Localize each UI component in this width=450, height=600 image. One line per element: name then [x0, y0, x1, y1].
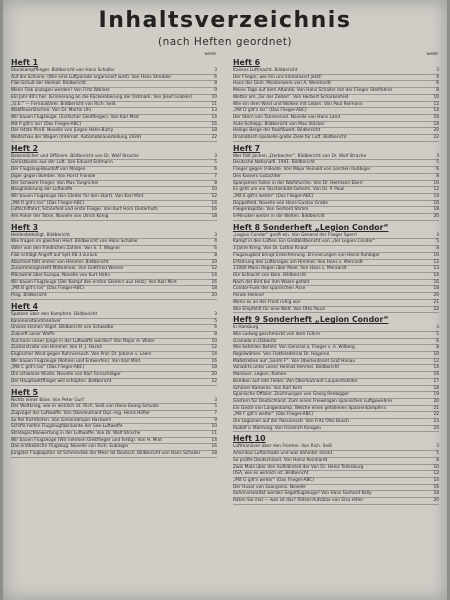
toc-entry-page: 12: [211, 193, 217, 199]
toc-entry-page: 5: [214, 160, 217, 166]
toc-entry-title: Prag. Bildbericht: [11, 293, 47, 299]
toc-entry-page: 8: [214, 81, 217, 87]
toc-entry-title: Bolzenlöcher und Offiziere. Bildbericht von Dr. Wolf Strache: [11, 153, 139, 159]
toc-entry: [233, 392, 439, 399]
toc-entry-title: Zusammengestellt Mittelmeer. Von Gottfried Werner: [11, 266, 124, 272]
toc-entry-title: Wer fällt Jochen „Derbacher“. Bildbericht von Dr. Wolf Strache: [233, 153, 367, 159]
seite-label: Seite: [204, 52, 216, 57]
toc-entry-page: 3: [214, 68, 217, 73]
toc-entry-title: Abschied fällt immer von Himmel. Bildbericht: [11, 259, 109, 265]
toc-entry: [11, 135, 217, 142]
toc-entry-page: 3: [214, 397, 217, 403]
toc-entry-title: Gestern für Deutschland. Zum einen Freiwilligen spanischen Luftgewehrer: [233, 398, 393, 404]
toc-entry-page: 20: [433, 398, 439, 404]
toc-entry-title: „Legion Condor“ greift ein. Von General der Flieger Sperrl: [233, 232, 357, 238]
toc-entry-title: Heilige Berge der Pazifikwelt. Bildbericht: [233, 128, 321, 134]
toc-entry: [11, 266, 217, 273]
toc-entry-title: Fliegerkapitän. Von Gerhard Stimm: [233, 207, 309, 213]
toc-entry-title: Märzwind über Europa. Novelle von Kurt Hahn: [11, 272, 111, 278]
toc-entry-page: 6: [214, 325, 217, 331]
toc-entry-page: 18: [211, 128, 217, 134]
toc-entry-title: Wie tragen im gleichen Heid. Bildbericht von Hans Schaller: [11, 239, 138, 245]
toc-entry: [233, 325, 439, 332]
toc-entry-page: 12: [211, 266, 217, 272]
toc-entry-title: Bomben auf rote Felder. Von Oberleutnant Lauperstahlder: [233, 378, 358, 384]
toc-entry-page: 6: [436, 338, 439, 344]
toc-entry-page: 11: [211, 101, 217, 107]
toc-entry-page: 22: [433, 135, 439, 141]
toc-entry-title: Zugvögel der Luftwaffe. Von Oberleutnant Dipl.-Ing. Heinz Höfler: [11, 410, 151, 416]
page-title: Inhaltsverzeichnis: [98, 8, 352, 33]
toc-entry: [233, 95, 439, 102]
toc-entry-title: Spanjamen fallen in der Wolfsfurche. Von Dr. Hermann Eberl: [233, 180, 363, 186]
toc-entry-title: Wir bauen Flugzeuge (Wir nehmen Gleitflieger und fertig). Von H. Mint: [11, 437, 163, 443]
toc-entry-title: 3 Jahre Krieg. Von Dr. Lothar Knauf: [233, 246, 308, 252]
toc-entry-page: 6: [436, 81, 439, 87]
toc-entry-page: 20: [433, 293, 439, 299]
toc-entry-title: Aus kann unser Junge in der Luftwaffe werden? Von Major H. Wider: [11, 338, 155, 344]
toc-entry: [11, 431, 217, 438]
toc-entry: [233, 332, 439, 339]
toc-entry: [11, 293, 217, 300]
issue-heading: Heft 8 Sonderheft „Legion Condor“: [233, 222, 389, 232]
toc-entry: [233, 253, 439, 260]
toc-entry-title: Wenn es an der Front ruhig war: [233, 299, 301, 305]
toc-entry-title: Wie Ludwig geschmückt von dem Führer: [233, 331, 321, 337]
toc-entry-page: 14: [433, 193, 439, 199]
toc-entry-title: „Mit R gilt's los“ (Das Flieger-ABC): [11, 200, 85, 206]
toc-entry: [233, 68, 439, 75]
toc-entry-page: 14: [211, 437, 217, 443]
toc-entry-title: Amerikas Luftarmada und was dahinter steckt: [233, 451, 333, 457]
toc-entry-title: So fiel Richthofen. Von Generalmajor Hackwell: [11, 417, 111, 423]
toc-entry: [11, 372, 217, 379]
toc-entry-page: 7: [214, 410, 217, 416]
toc-entry-title: Jäger gegen Bomber. Von Horst Frankle: [11, 173, 96, 179]
toc-entry: [233, 307, 439, 314]
toc-entry: [233, 352, 439, 359]
toc-entry: [233, 426, 439, 433]
toc-entry-title: Der Flugzeug-Baustoff von Morgen: [11, 167, 86, 173]
toc-entry-title: „G.E.“ — Fernauklärer. Bildbericht von Rich. Seiß: [11, 101, 116, 107]
toc-entry-title: Deutsche Nationalfl. 1941. Bildbericht: [233, 160, 315, 166]
toc-entry-page: 5: [214, 404, 217, 410]
toc-entry-title: Wie befohlen Befohl. Von General a. Flieger v. A. Wilberg: [233, 345, 355, 351]
toc-entry-page: 6: [214, 74, 217, 80]
issue-heading: Heft 6: [233, 58, 261, 67]
toc-entry-title: So prüfte Deutschland. Von Heinz Reinhardt: [233, 457, 328, 463]
toc-entry-title: Das erstbebliche Flugzeug. Novelle von Rich. Eubinger: [11, 444, 129, 450]
toc-entry-title: Dramatisch spezielle große Ziele für Luft. Bildbericht: [233, 135, 347, 141]
toc-entry: [233, 471, 439, 478]
toc-entry-title: Der Stern von Tannenried. Novelle von Hans Land: [233, 114, 340, 120]
toc-entry-page: 14: [433, 272, 439, 278]
toc-entry-page: 12: [433, 259, 439, 265]
toc-entry-page: 18: [433, 207, 439, 213]
toc-entry: [233, 88, 439, 95]
toc-entry: [11, 411, 217, 418]
toc-entry: [233, 135, 439, 142]
toc-entry-page: 14: [211, 200, 217, 206]
left-column: [11, 52, 217, 598]
toc-entry: [11, 108, 217, 115]
toc-entry: [233, 273, 439, 280]
toc-entry-title: Neugliederung der Luftwaffe: [11, 187, 73, 193]
toc-entry-title: Regelwählen. Von Flotteladmiral Dr. Hageron: [233, 352, 330, 358]
toc-entry-title: Der Hauptwettflieger will schöpfen. Bildbericht: [11, 378, 112, 384]
toc-entry-page: 6: [436, 167, 439, 173]
toc-entry: [233, 293, 439, 300]
toc-entry-title: Schiffe helfen Flugzeugfabrikante der See-Luftwaffe: [11, 424, 123, 430]
toc-entry: [11, 115, 217, 122]
toc-entry-title: Zuckerstraße von Himmel. Von H. J. Hackh: [11, 345, 103, 351]
toc-entry-title: Wir bauen Flugzeuge (Der Kampf des ersten Gleiters aus Holz). Von Karl Mint: [11, 279, 177, 285]
toc-entry-page: 19: [433, 392, 439, 398]
toc-entry-page: 12: [211, 345, 217, 351]
toc-entry-page: 16: [433, 200, 439, 206]
toc-entry-title: Weltschau der Wagen (Internat. Automobilausstellung 1939): [11, 135, 142, 141]
toc-entry-title: Des Kaisers Gutachter: [233, 173, 281, 179]
toc-entry-title: Wir bauen Flugzeuge (Ein Gleiter für den Start). Von Karl Mint: [11, 193, 144, 199]
issue-heading: Heft 5: [11, 387, 39, 397]
toc-entry-title: Flak-Schuß der Heimat. Bildbericht: [11, 81, 86, 87]
toc-entry-title: „Mit C gilt's los“ (Das Flieger-ABC): [11, 365, 85, 371]
toc-entry: [11, 404, 217, 411]
toc-entry: [11, 95, 217, 102]
toc-entry-title: USA, wie es wirklich ist. Bildbericht: [233, 471, 309, 477]
toc-entry-title: Wir bauen Flugzeuge (Rohren und Entwerfen). Von Karl Mint: [11, 358, 141, 364]
toc-entry-page: 17: [433, 378, 439, 384]
toc-entry-title: Heldenbeteiligt. Bildbericht: [11, 232, 70, 238]
toc-entry: [233, 115, 439, 122]
toc-entry: [233, 187, 439, 194]
toc-entry-title: Vater von den friedlichen Zahlen. Von S. T. Wagner: [11, 246, 121, 252]
toc-entry-page: 16: [211, 444, 217, 450]
toc-entry-title: Wir bauen Flugzeuge. (Einfacher Gleitflieger). Von Karl Mint: [11, 114, 139, 120]
issue-heading: Heft 1: [11, 58, 39, 67]
toc-entry-page: 10: [433, 464, 439, 470]
toc-entry-page: 10: [433, 252, 439, 258]
toc-entry: [11, 174, 217, 181]
toc-entry-page: 8: [214, 331, 217, 337]
toc-entry-title: Kanonenstandmanöver: [11, 318, 61, 324]
toc-entry-title: „Mit B gilt's los“ (Das Flieger-ABC): [11, 286, 85, 292]
toc-entry-page: 10: [211, 338, 217, 344]
toc-entry-title: Flugzeugbild bringt Erleichterung. Erinnerungen von Heinz Ruhbiger: [233, 252, 380, 258]
toc-entry-title: Raten Sie mal — was ist das? Rätsel-Aufsätze von Elsa Hitler: [233, 498, 364, 504]
toc-entry: [11, 332, 217, 339]
toc-entry: [11, 194, 217, 201]
toc-entry-title: S-Minuten weiter in die Welten. Bildbericht: [233, 214, 325, 220]
toc-entry-page: 16: [433, 372, 439, 378]
toc-entry-title: Ein Geste von Langenkamp. Welche eines gefallenen Spanienkämpfers: [233, 405, 386, 411]
toc-entry-page: 5: [214, 318, 217, 324]
toc-entry-title: Sturzkampfflieger. Bildbericht von Hans Schaller: [11, 68, 115, 73]
toc-entry-title: Der Weltkrieg, wie er wirklich ist. Rich. Seiß von Hans-Georg Schulze: [11, 404, 159, 410]
toc-entry: [11, 325, 217, 332]
toc-entry-page: 12: [433, 471, 439, 477]
toc-entry-page: 5: [436, 239, 439, 245]
toc-entry-title: Der Flieger, wie ihn uns klimatisiert jetzt!: [233, 74, 322, 80]
toc-entry: [233, 399, 439, 406]
toc-entry-title: Der Husar von Saargrenz. Novelle: [233, 484, 306, 490]
toc-entry-page: 16: [433, 279, 439, 285]
toc-entry-title: 11000 Mann Regen über Meer. Von Hans v. Meraardt: [233, 266, 347, 272]
toc-entry-page: 10: [211, 94, 217, 100]
toc-entry-title: Gerüstboote aus der Luft. Von Eduard Erdmann: [11, 160, 113, 166]
toc-entry-page: 18: [211, 451, 217, 457]
toc-entry-page: 14: [211, 114, 217, 120]
toc-entry: [11, 273, 217, 280]
toc-entry-page: 10: [433, 352, 439, 358]
toc-entry: [11, 214, 217, 221]
toc-entry: [233, 478, 439, 485]
toc-entry-page: 16: [433, 114, 439, 120]
toc-entry: [233, 108, 439, 115]
toc-entry-title: Strategischbewertung in der Luftwaffe. Von Dr. Wolf Strache: [11, 431, 141, 437]
toc-entry: [11, 352, 217, 359]
toc-entry-title: „Mit F gilt's weiter“ (Das Flieger-ABC): [233, 412, 314, 418]
toc-entry-page: 3: [436, 232, 439, 238]
toc-entry-title: Rudolf v. Marmorg. Von Friedrich Kiesgen: [233, 425, 322, 431]
toc-entry-title: Der letzte Pireß. Novelle von Jürgen Hahn-Butry: [11, 128, 114, 134]
toc-entry-page: 18: [433, 121, 439, 127]
toc-entry-page: 12: [433, 358, 439, 364]
toc-entry-page: 9: [214, 417, 217, 423]
toc-entry-page: 18: [211, 214, 217, 220]
toc-entry-title: Luftmanöver über den Fronten. Von Rich. Seiß: [233, 444, 332, 450]
toc-entry: [11, 379, 217, 386]
toc-entry: [233, 379, 439, 386]
toc-entry: [11, 451, 217, 458]
toc-entry-page: 6: [214, 246, 217, 252]
toc-entry: [233, 246, 439, 253]
toc-entry-page: 16: [211, 279, 217, 285]
toc-entry-page: 4: [214, 239, 217, 245]
toc-entry-page: 3: [436, 444, 439, 450]
toc-entry-page: 5: [436, 160, 439, 166]
toc-entry: [11, 345, 217, 352]
page-subtitle: (nach Heften geordnet): [157, 36, 293, 48]
toc-entry-page: 14: [433, 477, 439, 483]
toc-entry-page: 8: [436, 345, 439, 351]
toc-entry-title: Zukunft unser Waffe: [11, 331, 55, 337]
toc-entry: [233, 451, 439, 458]
toc-entry-page: 3: [436, 325, 439, 331]
toc-entry: [233, 498, 439, 505]
toc-entry-title: Ruhmverwaltet werden Segelflugzeuge? Von Hans Gerhard Kelly: [233, 491, 372, 497]
toc-entry-page: 10: [211, 259, 217, 265]
toc-entry-page: 18: [433, 491, 439, 497]
toc-entry-title: Spanische Offizier. Zeichnungen von Georg Renbigger: [233, 392, 350, 398]
issue-heading: Heft 9 Sonderheft „Legion Condor“: [233, 315, 389, 325]
toc-entry-page: 12: [433, 187, 439, 193]
toc-entry-page: 20: [211, 372, 217, 378]
toc-entry-title: Manöver, Legion, Kamen: [233, 372, 287, 378]
issue-heading: Heft 3: [11, 222, 39, 232]
toc-entry-title: Flieger gegen U-Boote. Von Major Reinold von Lerchen Ruhbiger: [233, 167, 371, 173]
toc-entry-title: In Hamburg: [233, 325, 259, 331]
toc-entry-page: 9: [214, 88, 217, 94]
toc-entry: [11, 68, 217, 75]
toc-entry-title: Schöner Kameras. Von Karl Kern: [233, 385, 303, 391]
toc-entry-page: 14: [211, 272, 217, 278]
toc-entry-title: Jüngster Flugkapitän ist Schmiediek der Meer de Deutsch. Bildbericht von Hans Schaller: [11, 451, 201, 457]
toc-entry-page: 14: [433, 365, 439, 371]
toc-entry-title: Unsere kleinen Vögel. Bildbericht von Schwalbe: [11, 325, 114, 331]
toc-entry-page: 14: [211, 352, 217, 358]
toc-entry-page: 8: [436, 173, 439, 179]
toc-entry-page: 16: [211, 207, 217, 213]
toc-entry-page: 16: [211, 121, 217, 127]
right-column: [233, 52, 439, 598]
toc-entry: [233, 214, 439, 221]
toc-entry: [233, 266, 439, 273]
toc-entry-title: Wie Empfehlt für eine Welt. Von Otto Paust: [233, 306, 326, 312]
toc-entry-title: Auf die Schiene. (Wie eine Luftparade organisiert wird). Von Hans Streibler: [11, 74, 172, 80]
toc-entry-page: 10: [211, 424, 217, 430]
toc-entry-title: Wetter am „Tor der Zeiten“. Von Herbert Scharkenfeld: [233, 94, 349, 100]
toc-entry: [233, 174, 439, 181]
toc-entry-page: 8: [436, 88, 439, 94]
toc-entry: [11, 88, 217, 95]
toc-entry: [233, 458, 439, 465]
toc-entry-title: „Mit E gilt's weiter“ (Das Flieger-ABC): [233, 193, 314, 199]
toc-entry-page: 20: [433, 498, 439, 504]
toc-entry-page: 3: [214, 311, 217, 317]
toc-entry-page: 12: [433, 101, 439, 107]
toc-entry-title: Parole Helene!: [233, 293, 265, 299]
toc-entry-title: Die Schlacht von Ebro. Bildbericht: [233, 272, 307, 278]
toc-entry-title: Zwei Male über den Aufklärsteil der Von Dr. Heinz Teilenburg: [233, 464, 364, 470]
toc-entry-title: Spatzen über den Kampfern. Bildbericht: [11, 311, 98, 317]
toc-entry-title: Granada in Döberitz: [233, 338, 277, 344]
toc-entry-page: 21: [433, 299, 439, 305]
toc-entry-page: 13: [211, 108, 217, 114]
toc-entry-title: Ein Jahr 40's her. (Erinnerung an die Rückeroberung der Ostmark. Von Josef Grabler): [11, 94, 193, 100]
toc-entry-title: Mit P gilt's los! (Das Flieger-ABC): [11, 121, 82, 127]
toc-entry-page: 20: [211, 293, 217, 299]
toc-entry: [233, 419, 439, 426]
toc-entry-page: 14: [433, 108, 439, 114]
toc-entry: [233, 167, 439, 174]
issue-heading: Heft 10: [233, 434, 266, 444]
toc-entry-title: Es geht um ein Taschenbild-Geheim. Von Dr. P. Pauli: [233, 187, 345, 193]
magazine-page: [3, 0, 447, 600]
toc-entry-page: 22: [433, 412, 439, 418]
toc-entry-page: 20: [433, 128, 439, 134]
toc-entry-page: 20: [433, 214, 439, 220]
toc-entry: [233, 345, 439, 352]
toc-entry-title: Erfahrung des Luftkrieges am Himmel. Von Hans v. Mercardt: [233, 259, 363, 265]
toc-entry-title: Der Schwere Flieger. Von Max Tangrichel: [11, 180, 99, 186]
toc-entry-title: Am Anker der Toten. Novelle von Ulrich König: [11, 214, 109, 220]
toc-entry-page: 3: [436, 68, 439, 73]
toc-entry-page: 8: [214, 180, 217, 186]
toc-entry-page: 10: [433, 180, 439, 186]
toc-entry-title: Condor-Funk der spanischen Asse: [233, 286, 306, 292]
toc-entry: [11, 246, 217, 253]
toc-entry-page: 11: [211, 431, 217, 437]
toc-entry-page: 22: [211, 378, 217, 384]
toc-entry-title: Englischer Wind gegen Rohrversuch. Von Prof. Dr. Johann v. Leers: [11, 352, 152, 358]
toc-entry: [233, 300, 439, 307]
toc-entry: [11, 167, 217, 174]
toc-entry-title: Wie ein dem Wind und Wolken mit Leben. Von Paul Reimann: [233, 101, 363, 107]
toc-entry: [233, 372, 439, 379]
toc-entry-page: 3: [436, 153, 439, 159]
toc-entry: [233, 194, 439, 201]
toc-entry-page: 4: [436, 74, 439, 80]
toc-entry-title: „Mit G gilt's weiter“ (Das Flieger-ABC): [233, 477, 315, 483]
toc-entry-title: Maßstreßen auf „Sairm F“. Von Oberleutnant Graf Hanau: [233, 358, 356, 364]
issue-heading: Heft 7: [233, 143, 261, 153]
toc-entry: [11, 187, 217, 194]
issue-heading: Heft 2: [11, 143, 39, 153]
toc-entry-title: Die schwarze Wüste. Novelle von Karl Tornschläger: [11, 372, 121, 378]
toc-entry-title: Flak schlägt Angriff auf Sylt XB 3 zurück: [11, 252, 98, 258]
toc-entry-title: Wenn Flak anzogen werden? Von Fritz Wallner: [11, 88, 110, 94]
toc-entry: [11, 312, 217, 319]
toc-entry-page: 13: [433, 266, 439, 272]
toc-entry-page: 18: [433, 385, 439, 391]
toc-entry-page: 5: [436, 331, 439, 337]
toc-entry-title: Italiens Luftmacht. Bildbericht: [233, 68, 298, 73]
toc-entry-page: 7: [214, 173, 217, 179]
toc-entry-page: 16: [211, 358, 217, 364]
toc-entry-title: Hans der Glüh. Meisterwerk von A. Weinhardt: [233, 81, 331, 87]
toc-entry-title: Auto-Schlepp. Bildbericht von Max Stöcker: [233, 121, 325, 127]
toc-entry-page: 21: [433, 405, 439, 411]
toc-entry-page: 5: [436, 451, 439, 457]
toc-entry-title: Vorwärts unter unser Heimat Himmel. Bildbericht: [233, 365, 340, 371]
issue-heading: Heft 4: [11, 301, 39, 311]
toc-entry-title: Nach der Bird bei ihm Walen gefallt: [233, 279, 310, 285]
toc-entry-title: Doppelfeld. Novelle von Hans-Gustav Grabe: [233, 200, 328, 206]
toc-entry-page: 8: [436, 246, 439, 252]
toc-entry: [11, 253, 217, 260]
toc-entry-title: „Mit D gilt's los“ (Das Flieger-ABC): [233, 108, 307, 114]
toc-entry-title: Meine Tage auf dem Atlantik. Von Hans Schaller mit der Flieger Stellfahrer: [233, 88, 393, 94]
toc-entry-page: 10: [211, 187, 217, 193]
toc-entry-page: 22: [433, 306, 439, 312]
seite-label: Seite: [426, 52, 438, 57]
toc-entry-page: 23: [433, 419, 439, 425]
toc-entry-page: 6: [214, 167, 217, 173]
toc-entry-page: 8: [436, 457, 439, 463]
toc-entry-page: 3: [214, 232, 217, 238]
toc-entry-title: Kampf in den Lüften. Ein Großbildbericht von „der Legion Condor“: [233, 239, 376, 245]
toc-entry-page: 24: [433, 425, 439, 431]
toc-entry-title: Die Legionen auf der Passionsstr. Von Fritz Otto Busch: [233, 419, 350, 425]
toc-entry-title: Waldfeuerlöschen. Von Dr. Martin Uhl: [11, 108, 91, 114]
toc-entry-page: 18: [211, 286, 217, 292]
toc-entry-page: 8: [214, 252, 217, 258]
toc-entry-page: 10: [433, 94, 439, 100]
toc-entry-title: Luftschiffahrt, Schönfeld und erste Flieger. Von Kurt Horn Dieterhuth: [11, 207, 158, 213]
toc-entry-page: 18: [211, 365, 217, 371]
toc-entry-page: 16: [433, 484, 439, 490]
toc-entry-page: 22: [211, 135, 217, 141]
toc-entry-title: Nichts leiner Böse. Von Peter Gurf: [11, 397, 84, 403]
toc-entry-page: 3: [214, 153, 217, 159]
toc-entry-page: 18: [433, 286, 439, 292]
